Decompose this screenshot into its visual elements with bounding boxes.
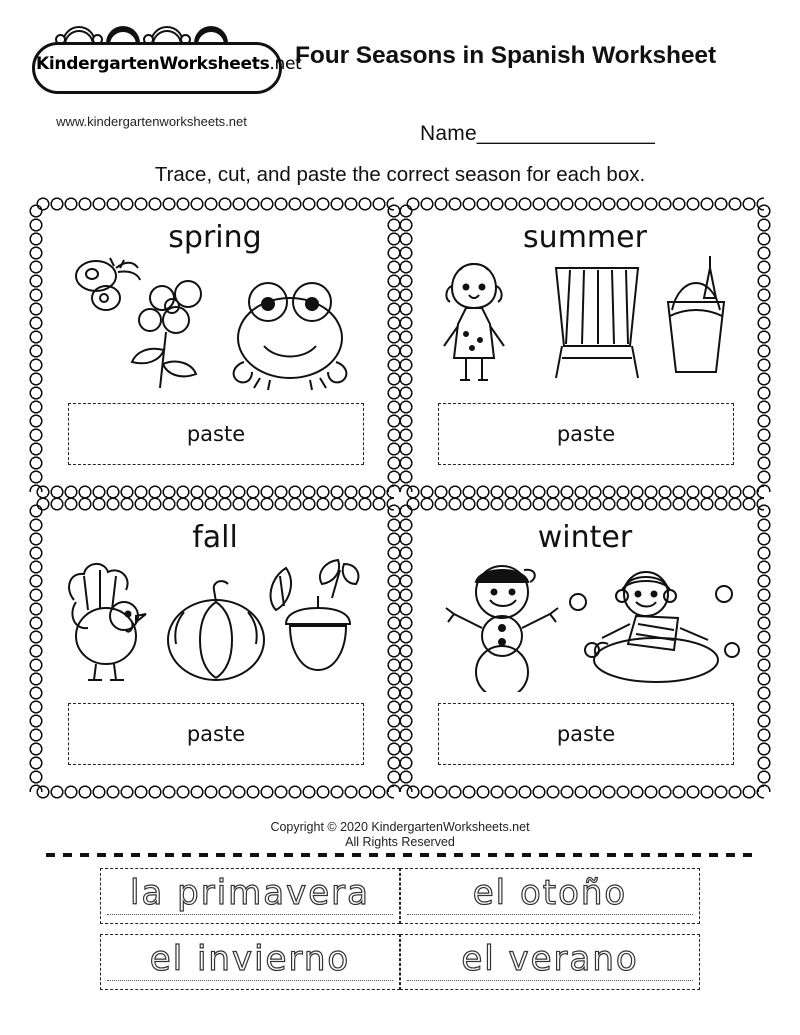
spring-art: [54, 254, 376, 392]
page-title: Four Seasons in Spanish Worksheet: [295, 42, 717, 69]
boy-sledding-icon: [594, 572, 718, 682]
beach-chair-icon: [556, 268, 638, 378]
paste-label: paste: [556, 422, 616, 446]
cutout-word: la primavera: [130, 873, 370, 913]
season-word-summer: summer: [523, 220, 647, 255]
pumpkin-icon: [168, 581, 264, 680]
site-url: www.kindergartenworksheets.net: [56, 114, 247, 129]
paste-box-summer[interactable]: [438, 403, 734, 465]
summer-art: [424, 254, 746, 392]
turkey-icon: [69, 564, 146, 680]
trace-guide-line: [107, 914, 393, 915]
girl-icon: [444, 264, 504, 380]
butterfly-icon: [76, 258, 140, 310]
copyright-block: [0, 820, 800, 850]
copyright-line-2: All Rights Reserved: [345, 835, 455, 849]
trace-guide-line: [407, 980, 693, 981]
cutout-word: el otoño: [472, 873, 628, 913]
trace-guide-line: [107, 980, 393, 981]
sand-bucket-icon: [668, 256, 724, 372]
cutout-cell-el-invierno[interactable]: [100, 934, 400, 990]
copyright-line-1: Copyright © 2020 KindergartenWorksheets.net: [270, 820, 530, 834]
season-cell-summer: [400, 198, 770, 498]
season-cell-spring: [30, 198, 400, 498]
paste-box-spring[interactable]: [68, 403, 364, 465]
season-word-fall: fall: [192, 520, 238, 555]
name-field-label[interactable]: Name_______________: [420, 122, 656, 145]
season-cell-fall: [30, 498, 400, 798]
snowman-icon: [446, 566, 558, 692]
cutout-cell-la-primavera[interactable]: [100, 868, 400, 924]
paste-label: paste: [556, 722, 616, 746]
season-grid: [30, 198, 770, 808]
season-cell-winter: [400, 498, 770, 798]
cutout-cell-el-otono[interactable]: [400, 868, 700, 924]
season-word-winter: winter: [537, 520, 633, 555]
fall-art: [54, 554, 376, 692]
trace-guide-line: [407, 914, 693, 915]
paste-label: paste: [186, 422, 246, 446]
winter-art: [424, 554, 746, 692]
leaf-icon: [271, 560, 359, 610]
flower-icon: [132, 281, 201, 388]
cut-line: [46, 850, 754, 862]
page-header: [0, 0, 800, 186]
season-word-spring: spring: [168, 220, 262, 255]
instructions-text: Trace, cut, and paste the correct season for each box.: [154, 163, 646, 186]
cutout-word-grid: [100, 868, 700, 1018]
cutout-word: el invierno: [149, 939, 351, 979]
paste-box-fall[interactable]: [68, 703, 364, 765]
acorn-icon: [286, 596, 350, 670]
site-logo[interactable]: [22, 14, 302, 104]
frog-icon: [234, 283, 347, 390]
paste-label: paste: [186, 722, 246, 746]
paste-box-winter[interactable]: [438, 703, 734, 765]
cutout-word: el verano: [461, 939, 639, 979]
logo-text: KindergartenWorksheets.net: [36, 54, 302, 74]
cutout-cell-el-verano[interactable]: [400, 934, 700, 990]
